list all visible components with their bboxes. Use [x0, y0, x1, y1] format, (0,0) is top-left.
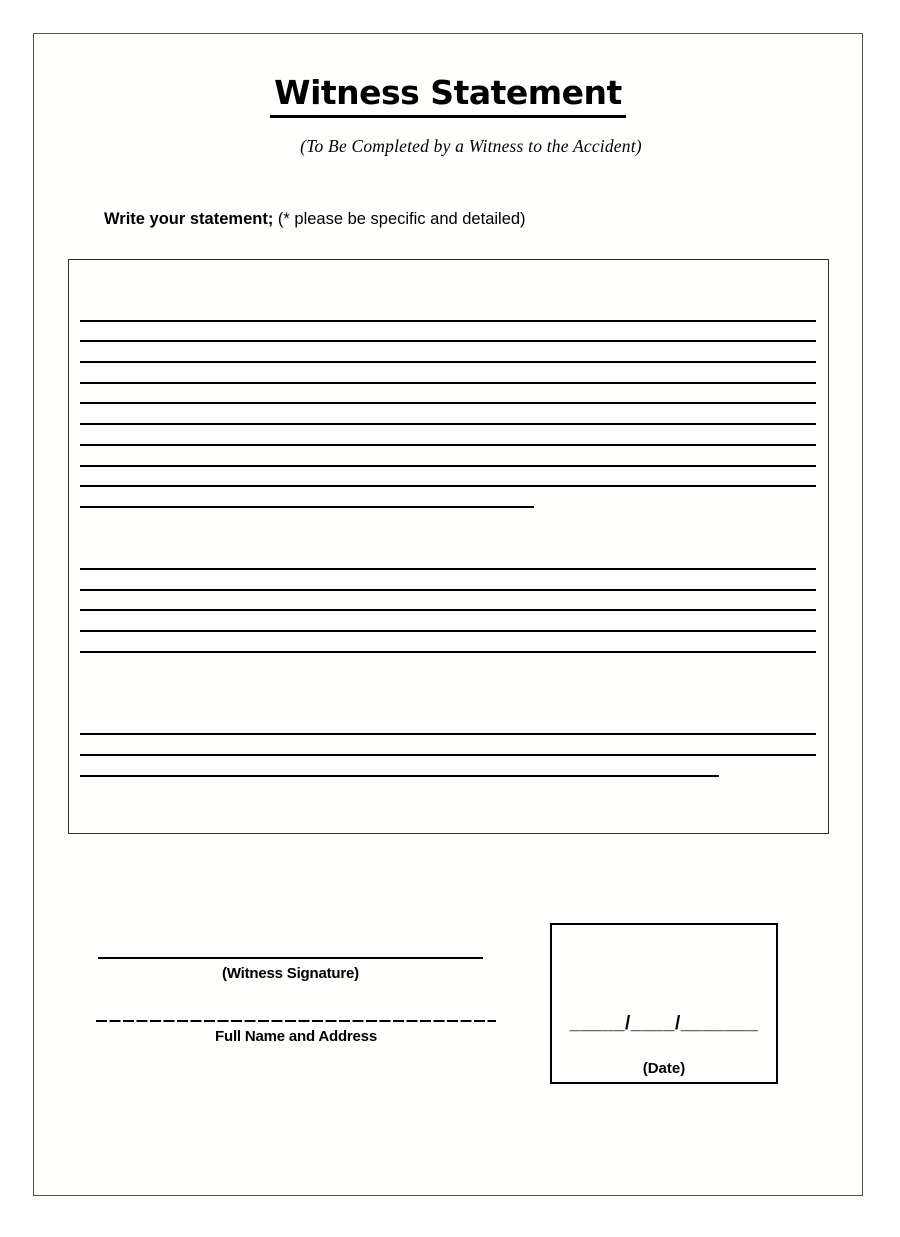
writing-line[interactable] [80, 673, 814, 694]
writing-line[interactable] [80, 549, 814, 570]
statement-instruction-note: (* please be specific and detailed) [273, 210, 526, 228]
writing-line[interactable] [80, 425, 814, 446]
writing-line[interactable] [80, 404, 814, 425]
witness-signature-line[interactable] [98, 957, 483, 959]
writing-line[interactable] [80, 694, 814, 715]
statement-box[interactable] [68, 259, 829, 834]
writing-line[interactable] [80, 487, 814, 508]
writing-line[interactable] [80, 301, 814, 322]
writing-line[interactable] [80, 384, 814, 405]
writing-line[interactable] [80, 467, 814, 488]
subtitle-row [34, 136, 862, 157]
writing-line[interactable] [80, 570, 814, 591]
writing-line[interactable] [80, 591, 814, 612]
writing-line-rule [80, 775, 719, 777]
writing-line[interactable] [80, 611, 814, 632]
writing-line[interactable] [80, 632, 814, 653]
writing-line[interactable] [80, 446, 814, 467]
writing-line[interactable] [80, 363, 814, 384]
full-name-address-line[interactable] [96, 1020, 496, 1022]
witness-signature-label: (Witness Signature) [222, 965, 359, 982]
full-name-address-label: Full Name and Address [215, 1028, 377, 1045]
writing-line[interactable] [80, 756, 814, 777]
writing-line[interactable] [80, 342, 814, 363]
writing-line[interactable] [80, 529, 814, 550]
date-label: (Date) [642, 1060, 686, 1077]
writing-line[interactable] [80, 508, 814, 529]
page-subtitle: (To Be Completed by a Witness to the Accident) [300, 136, 642, 156]
writing-line[interactable] [80, 653, 814, 674]
page-title: Witness Statement [270, 73, 626, 118]
date-blanks-field[interactable]: _____/____/_______ [569, 1013, 759, 1034]
writing-lines [80, 301, 814, 777]
title-row [34, 73, 862, 118]
form-page [33, 33, 863, 1196]
writing-line[interactable] [80, 322, 814, 343]
statement-instruction-bold: Write your statement; [104, 210, 274, 228]
writing-line[interactable] [80, 735, 814, 756]
date-box [550, 923, 778, 1084]
writing-line[interactable] [80, 715, 814, 736]
statement-instruction [104, 210, 526, 229]
